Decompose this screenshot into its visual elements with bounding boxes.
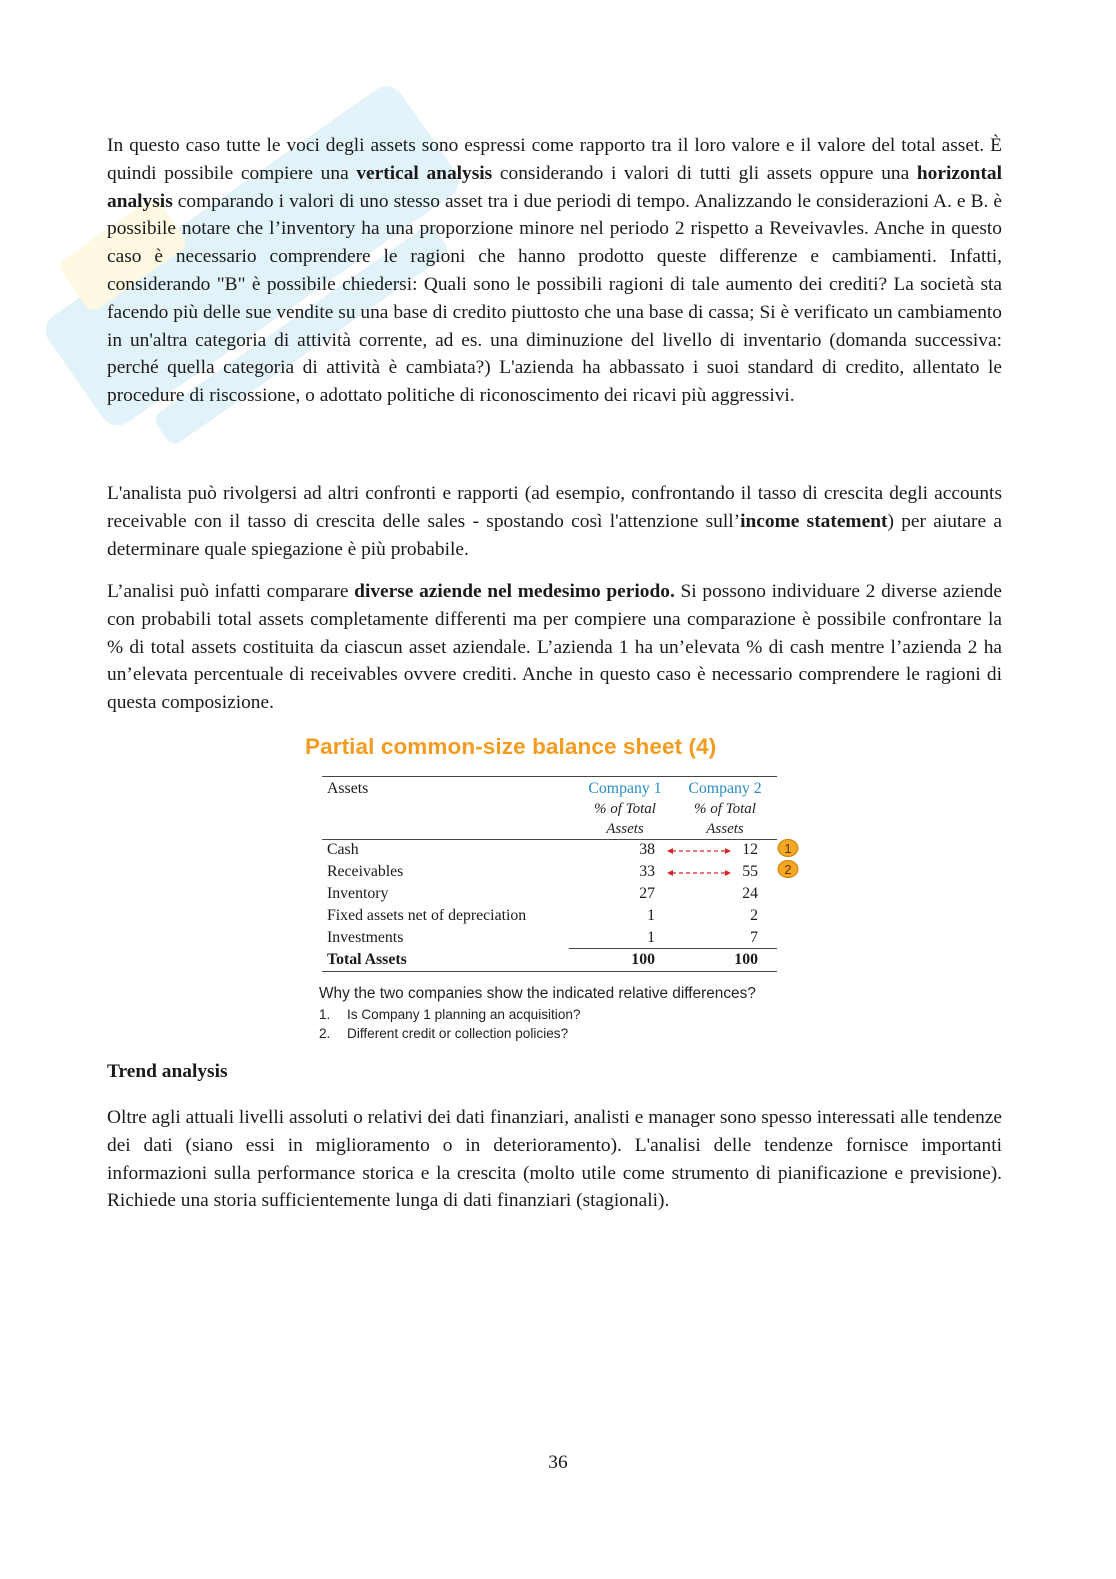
section-heading-trend-analysis: Trend analysis: [107, 1061, 228, 1082]
company2-label: Company 2: [688, 780, 762, 797]
figure-notes: [319, 985, 756, 1043]
page-number: 36: [548, 1452, 568, 1473]
row-label-cash: Cash: [327, 841, 359, 858]
total-rule: [569, 948, 777, 949]
receivables-company1: 33: [639, 863, 655, 880]
company1-column-header: [577, 779, 673, 839]
fixed-assets-company2: 2: [750, 907, 758, 924]
badge-1-icon: [777, 838, 799, 858]
company2-pct-line2: Assets: [706, 821, 744, 837]
figure-question-list: [319, 1005, 756, 1043]
cash-company1: 38: [639, 841, 655, 858]
row-label-total-assets: Total Assets: [327, 951, 407, 968]
receivables-company2: 55: [742, 863, 758, 880]
investments-company2: 7: [750, 929, 758, 946]
list-item: 2. Different credit or collection policies?: [319, 1026, 569, 1041]
row-label-receivables: Receivables: [327, 863, 404, 880]
assets-column-header: Assets: [327, 780, 369, 797]
company2-column-header: [677, 779, 773, 839]
table-top-rule: [322, 776, 777, 777]
company2-pct-line1: % of Total: [694, 801, 756, 817]
list-item: 1. Is Company 1 planning an acquisition?: [319, 1007, 581, 1022]
inventory-company1: 27: [639, 885, 655, 902]
row-label-inventory: Inventory: [327, 885, 389, 902]
table-bottom-rule: [322, 971, 777, 972]
figure-title: Partial common-size balance sheet (4): [305, 734, 717, 759]
paragraph-trend-analysis: Oltre agli attuali livelli assoluti o relativi dei dati finanziari, analisti e manager sono spesso interessati alle tendenze dei dati (siano essi in miglioramento o in deterioramento). L'analisi delle tendenze fornisce importanti informazioni sulla performance storica e la crescita (molto utile come strumento di pianificazione e previsione). Richiede una storia sufficientemente lunga di dati finanziari (stagionali).: [107, 1107, 1002, 1212]
cash-company2: 12: [742, 841, 758, 858]
row-label-fixed-assets: Fixed assets net of depreciation: [327, 907, 527, 924]
badge-2-icon: [777, 859, 799, 879]
investments-company1: 1: [647, 929, 655, 946]
paragraph-vertical-horizontal-analysis: In questo caso tutte le voci degli assets sono espressi come rapporto tra il loro valore e il valore del total asset. È quindi possibile compiere una vertical analysis considerando i valori di tutti gli assets oppure una horizontal analysis comparando i valori di uno stesso asset tra i due periodi di tempo. Analizzando le considerazioni A. e B. è possibile notare che l’inventory ha una proporzione minore nel periodo 2 rispetto a Reveivavles. Anche in questo caso è necessario comprendere le ragioni che hanno prodotto queste differenze e cambiamenti. Infatti, considerando "B" è possibile chiedersi: Quali sono le possibili ragioni di tale aumento dei crediti? La società sta facendo più delle sue vendite su una base di credito piuttosto che una base di cassa; Si è verificato un cambiamento in un'altra categoria di attività corrente, ad es. una diminuzione del livello di inventario (domanda successiva: perché quella categoria di attività è cambiata?) L'azienda ha abbassato i suoi standard di credito, allentato le procedure di riscossione, o adottato politiche di riconoscimento dei ricavi più aggressivi.: [107, 135, 1002, 407]
paragraph-analyst-comparisons: L'analista può rivolgersi ad altri confronti e rapporti (ad esempio, confrontando il tasso di crescita degli accounts receivable con il tasso di crescita delle sales - spostando così l'attenzione sull’income statement) per aiutare a determinare quale spiegazione è più probabile.: [107, 483, 1002, 560]
company1-label: Company 1: [588, 780, 662, 797]
badge-2-number: 2: [784, 862, 792, 877]
figure-question: Why the two companies show the indicated relative differences?: [319, 985, 756, 1002]
row-label-investments: Investments: [327, 929, 404, 946]
total-company2: 100: [734, 951, 758, 968]
company1-pct-line1: % of Total: [594, 801, 656, 817]
fixed-assets-company1: 1: [647, 907, 655, 924]
inventory-company2: 24: [742, 885, 758, 902]
badge-1-number: 1: [784, 841, 792, 856]
total-company1: 100: [631, 951, 655, 968]
common-size-balance-sheet-figure: [300, 730, 820, 1050]
balance-sheet-table: [322, 774, 792, 970]
paragraph-company-comparison: L’analisi può infatti comparare diverse aziende nel medesimo periodo. Si possono individuare 2 diverse aziende con probabili total assets completamente differenti ma per compiere una comparazione è possibile confrontare la % di total assets costituita da ciascun asset aziendale. L’azienda 1 ha un’elevata % di cash mentre l’azienda 2 ha un’elevata percentuale di receivables ovvere crediti. Anche in questo caso è necessario comprendere le ragioni di questa composizione.: [107, 581, 1002, 714]
company1-pct-line2: Assets: [606, 821, 644, 837]
header-rule: [322, 839, 777, 840]
